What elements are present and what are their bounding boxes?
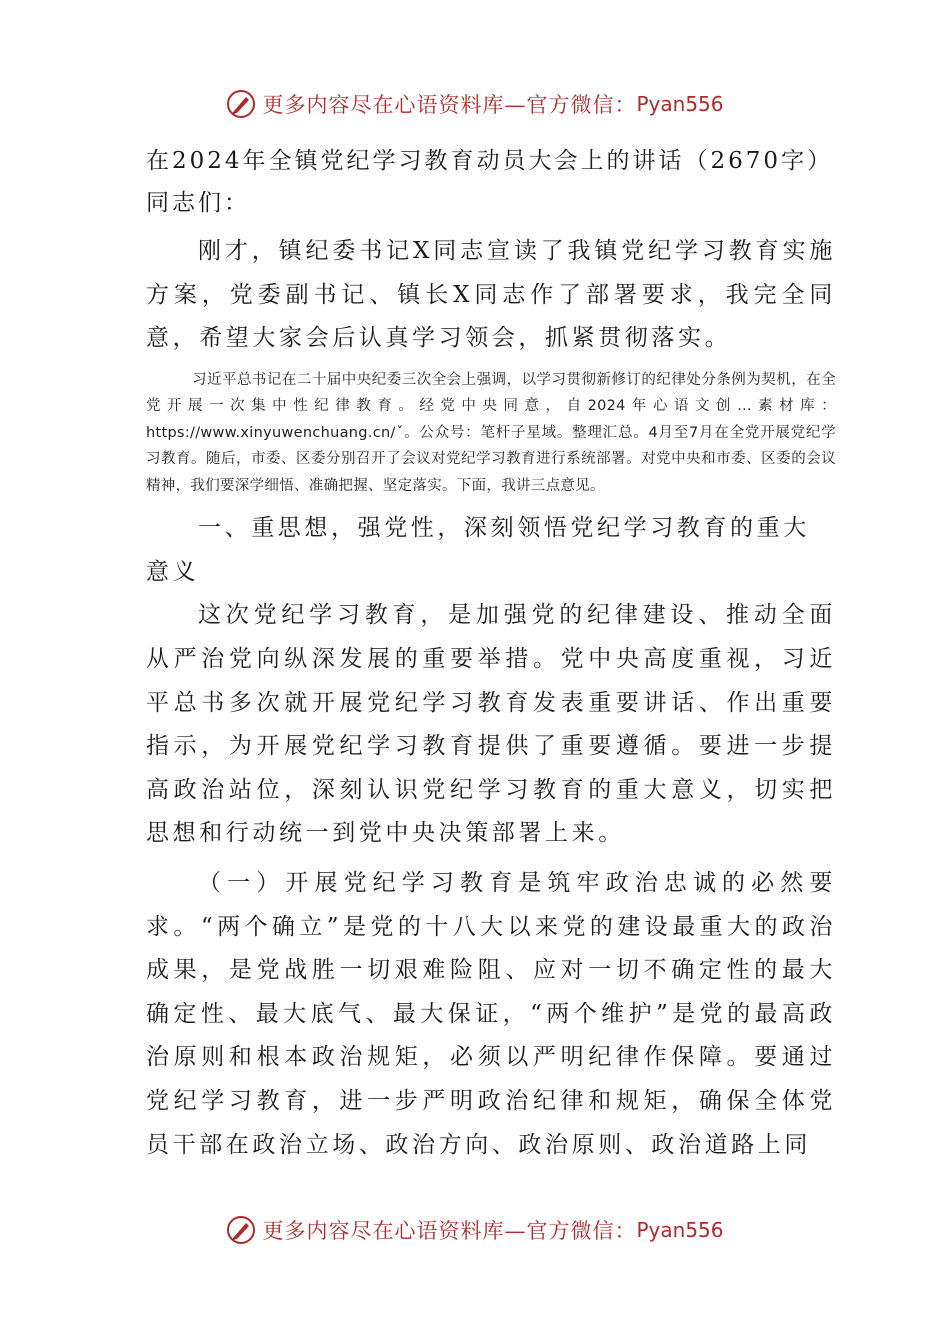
banner-wechat-id: Pyan556 <box>636 92 724 116</box>
paragraph-opening: 刚才，镇纪委书记X同志宣读了我镇党纪学习教育实施方案，党委副书记、镇长X同志作了部署要求，我完全同意，希望大家会后认真学习领会，抓紧贯彻落实。 <box>146 238 836 352</box>
document-body <box>146 140 836 1167</box>
paragraph-subsection-1: （一）开展党纪学习教育是筑牢政治忠诚的必然要求。“两个确立”是党的十八大以来党的建设最重大的政治成果，是党战胜一切艰难险阻、应对一切不确定性的最大确定性、最大底气、最大保证，“两个维护”是党的最高政治原则和根本政治规矩，必须以严明纪律作保障。要通过党纪学习教育，进一步严明政治纪律和规矩，确保全体党员干部在政治立场、政治方向、政治原则、政治道路上同 <box>146 870 836 1158</box>
paragraph-significance: 这次党纪学习教育，是加强党的纪律建设、推动全面从严治党向纵深发展的重要举措。党中央高度重视，习近平总书多次就开展党纪学习教育发表重要讲话、作出重要指示，为开展党纪学习教育提供了重要遵循。要进一步提高政治站位，深刻认识党纪学习教育的重大意义，切实把思想和行动统一到党中央决策部署上来。 <box>146 602 836 847</box>
section-heading-1: 一、重思想，强党性，深刻领悟党纪学习教育的重大意义 <box>146 515 810 585</box>
header-watermark-banner <box>0 82 950 126</box>
salutation: 同志们： <box>146 190 250 216</box>
footer-watermark-banner <box>0 1208 950 1252</box>
banner-text: 更多内容尽在心语资料库—官方微信： <box>262 93 637 117</box>
pen-logo-icon <box>226 89 256 119</box>
paragraph-background: 习近平总书记在二十届中央纪委三次全会上强调，以学习贯彻新修订的纪律处分条例为契机，在全党开展一次集中性纪律教育。经党中央同意，自2024年心语文创…素材库：https://www.xinyuwenchuang.cn/ˇ。公众号：笔杆子星域。整理汇总。4月至7月在全党开展党纪学习教育。随后，市委、区委分别召开了会议对党纪学习教育进行系统部署。对党中央和市委、区委的会议精神，我们要深学细悟、准确把握、坚定落实。下面，我讲三点意见。 <box>146 371 836 494</box>
banner-text: 更多内容尽在心语资料库—官方微信： <box>262 1219 637 1243</box>
document-title: 在2024年全镇党纪学习教育动员大会上的讲话（2670字） <box>146 148 834 174</box>
pen-logo-icon <box>226 1215 256 1245</box>
banner-wechat-id: Pyan556 <box>636 1218 724 1242</box>
